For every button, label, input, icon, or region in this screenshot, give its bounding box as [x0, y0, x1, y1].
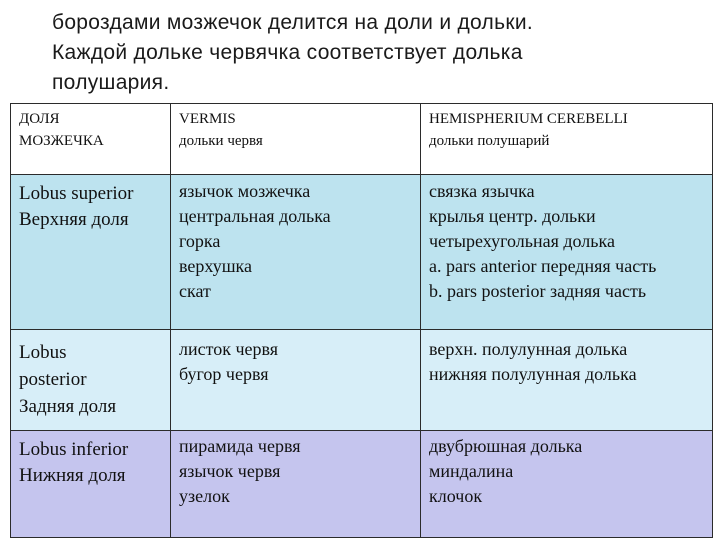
cell-text: Lobus superior	[19, 183, 134, 204]
intro-line: бороздами мозжечок делится на доли и дольки.	[52, 11, 534, 34]
intro-line: полушария.	[52, 71, 170, 94]
header-text: VERMIS	[179, 111, 236, 127]
cell-text: миндалина	[429, 461, 514, 481]
cell-text: язычок червя	[179, 461, 281, 481]
table-row	[11, 431, 713, 538]
cell-text: листок червя	[179, 339, 279, 359]
lobe-cell	[11, 431, 171, 538]
table-header-row	[11, 104, 713, 175]
header-cell-hemisphere	[421, 104, 713, 175]
header-text: ДОЛЯ	[19, 111, 60, 127]
cell-text: Lobus inferior	[19, 439, 129, 460]
cell-text: двубрюшная долька	[429, 436, 583, 456]
header-cell-vermis	[171, 104, 421, 175]
header-text: HEMISPHERIUM CEREBELLI	[429, 111, 628, 127]
cell-text: узелок	[179, 486, 230, 506]
cell-text: клочок	[429, 486, 483, 506]
cell-text: нижняя полулунная долька	[429, 364, 637, 384]
header-text: дольки червя	[179, 133, 263, 149]
header-cell-lobe	[11, 104, 171, 175]
hemisphere-cell	[421, 330, 713, 431]
cell-text: скат	[179, 281, 211, 301]
cell-text: posterior	[19, 369, 87, 390]
cell-text: горка	[179, 231, 221, 251]
cell-text: связка язычка	[429, 181, 535, 201]
lobe-cell	[11, 330, 171, 431]
table-row	[11, 330, 713, 431]
intro-line: Каждой дольке червячка соответствует долька	[52, 41, 523, 64]
intro-text	[52, 8, 712, 98]
cell-text: Lobus	[19, 342, 67, 363]
hemisphere-cell	[421, 175, 713, 330]
lobe-cell	[11, 175, 171, 330]
header-text: МОЗЖЕЧКА	[19, 133, 104, 149]
cell-text: центральная долька	[179, 206, 331, 226]
vermis-cell	[171, 330, 421, 431]
cell-text: Нижняя доля	[19, 465, 126, 486]
cell-text: верхн. полулунная долька	[429, 339, 628, 359]
cell-text: бугор червя	[179, 364, 269, 384]
cell-text: Верхняя доля	[19, 209, 129, 230]
hemisphere-cell	[421, 431, 713, 538]
cell-text: крылья центр. дольки	[429, 206, 596, 226]
cell-text: a. pars anterior передняя часть	[429, 256, 657, 276]
vermis-cell	[171, 175, 421, 330]
table-row	[11, 175, 713, 330]
cell-text: язычок мозжечка	[179, 181, 311, 201]
header-text: дольки полушарий	[429, 133, 550, 149]
cell-text: пирамида червя	[179, 436, 301, 456]
vermis-cell	[171, 431, 421, 538]
cell-text: четырехугольная долька	[429, 231, 615, 251]
cell-text: Задняя доля	[19, 396, 117, 417]
cerebellum-lobes-table	[10, 103, 713, 538]
cell-text: b. pars posterior задняя часть	[429, 281, 647, 301]
cell-text: верхушка	[179, 256, 253, 276]
